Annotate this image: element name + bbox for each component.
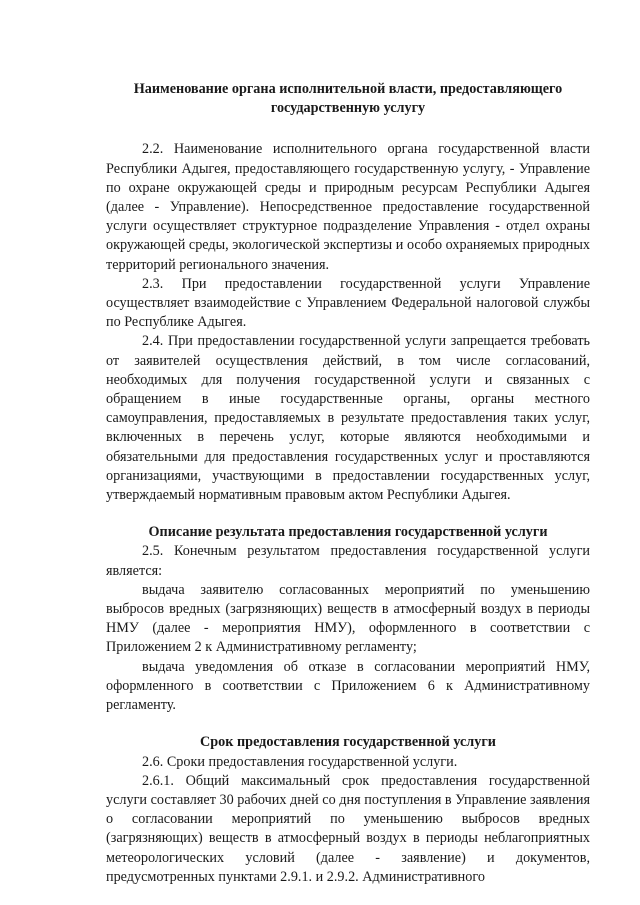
- section-heading-term: Срок предоставления государственной услуги: [200, 734, 496, 751]
- paragraph-result-refusal: выдача уведомления об отказе в согласовании мероприятий НМУ, оформленного в соответствии с Приложением 6 к Административному регламенту.: [106, 658, 590, 714]
- paragraph-result-approval: выдача заявителю согласованных мероприятий по уменьшению выбросов вредных (загрязняющих) веществ в атмосферный воздух в периоды НМУ (далее - мероприятия НМУ), оформленного в соответствии с Приложением 2 к Административному регламенту;: [106, 581, 590, 656]
- spacer: [106, 118, 590, 140]
- paragraph-2-4: 2.4. При предоставлении государственной услуги запрещается требовать от заявителей осуществления действий, в том числе согласований, необходимых для получения государственной услуги и связанных с обращением в иные государственные органы, органы местного самоуправления, предоставляемых в результате предоставления таких услуг, включенных в перечень услуг, которые являются необходимыми и обязательными для предоставления государственных услуг и проставляются организациями, участвующими в предоставлении государственных услуг, утверждаемый нормативным правовым актом Республики Адыгея.: [106, 333, 590, 504]
- paragraph-2-6: 2.6. Сроки предоставления государственной услуги.: [142, 753, 458, 770]
- spacer: [106, 715, 590, 733]
- section-heading-result: Описание результата предоставления государственной услуги: [148, 524, 548, 541]
- paragraph-2-2: 2.2. Наименование исполнительного органа государственной власти Республики Адыгея, предоставляющего государственную услугу, - Управление по охране окружающей среды и природным ресурсам Республики Адыгея (далее - Управление). Непосредственное предоставление государственной услуги осуществляет структурное подразделение Управления - отдел охраны окружающей среды, экологической экспертизы и особо охраняемых природных территорий регионального значения.: [106, 141, 590, 273]
- paragraph-2-6-1: 2.6.1. Общий максимальный срок предоставления государственной услуги составляет 30 рабочих дней со дня поступления в Управление заявления о согласовании мероприятий по уменьшению выбросов вредных (загрязняющих) веществ в атмосферный воздух в периоды неблагоприятных метеорологических условий (далее - заявление) и документов, предусмотренных пунктами 2.9.1. и 2.9.2. Административного: [106, 772, 590, 885]
- paragraph-2-5: 2.5. Конечным результатом предоставления государственной услуги является:: [106, 543, 590, 579]
- spacer: [106, 505, 590, 523]
- document-page: [106, 80, 590, 887]
- section-heading-authority: Наименование органа исполнительной власти, предоставляющего государственную услугу: [133, 81, 563, 117]
- paragraph-2-3: 2.3. При предоставлении государственной услуги Управление осуществляет взаимодействие с Управлением Федеральной налоговой службы по Республике Адыгея.: [106, 275, 590, 331]
